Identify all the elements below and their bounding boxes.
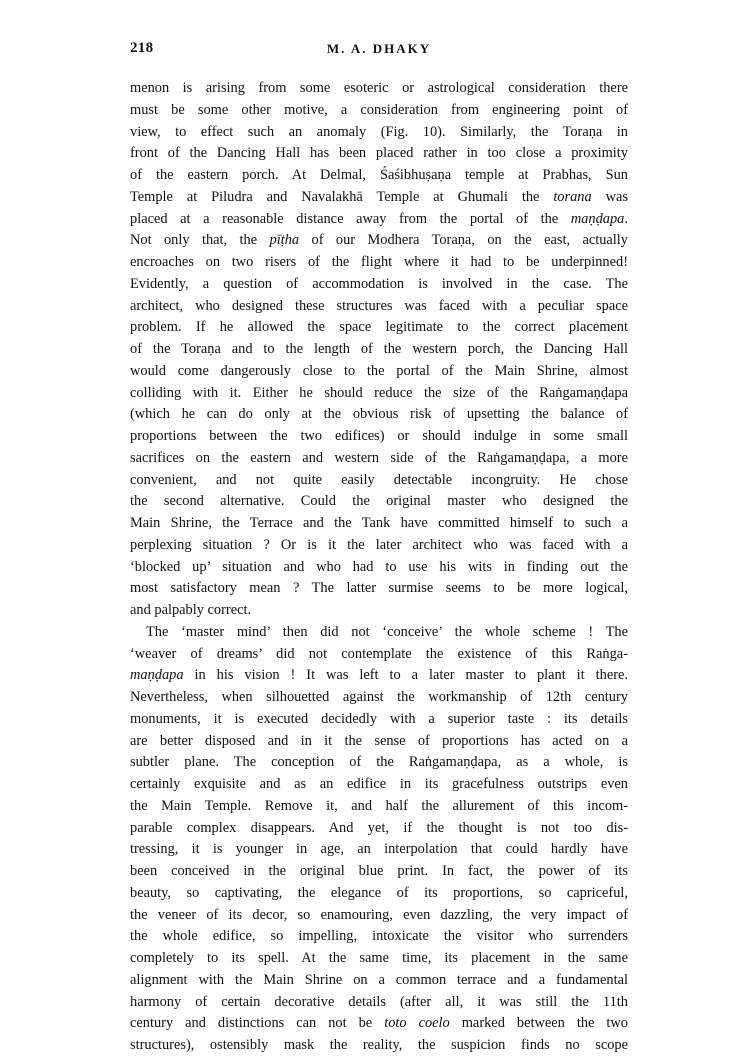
text-line: perplexing situation ? Or is it the later architect who was faced with a (130, 536, 628, 553)
text-line: structures), ostensibly mask the reality, the suspicion finds no scope (130, 1037, 628, 1053)
text-line: completely to its spell. At the same time, its placement in the same (130, 950, 628, 966)
text-line: architect, who designed these structures was faced with a peculiar space (130, 297, 628, 314)
text-line: the Main Temple. Remove it, and half the allurement of this incom- (130, 797, 628, 814)
text-line: harmony of certain decorative details (after all, it was still the 11th (130, 993, 628, 1010)
text-line: view, to effect such an anomaly (Fig. 10). Similarly, the Toraṇa in (130, 123, 628, 140)
text-line: encroaches on two risers of the flight where it had to be underpinned! (130, 254, 628, 270)
text-line: convenient, and not quite easily detectable incongruity. He chose (130, 471, 628, 488)
text-line: Nevertheless, when silhouetted against the workmanship of 12th century (130, 689, 628, 705)
text-line: menon is arising from some esoteric or astrological consideration there (130, 80, 628, 96)
text-line: of the Toraṇa and to the length of the western porch, the Dancing Hall (130, 341, 628, 357)
text-line: proportions between the two edifices) or should indulge in some small (130, 428, 628, 444)
text-line: sacrifices on the eastern and western side of the Raṅgamaṇḍapa, a more (130, 449, 628, 466)
text-line: of the eastern porch. At Delmal, Śaśibhuṣaṇa temple at Prabhas, Sun (130, 167, 628, 183)
running-head (130, 40, 628, 60)
text-line: monuments, it is executed decidedly with a superior taste : its details (130, 710, 628, 727)
text-line: parable complex disappears. And yet, if the thought is not too dis- (130, 819, 628, 836)
text-line: would come dangerously close to the portal of the Main Shrine, almost (130, 362, 628, 379)
text-line: the whole edifice, so impelling, intoxicate the visitor who surrenders (130, 928, 628, 945)
text-line: the second alternative. Could the original master who designed the (130, 493, 628, 510)
text-line: (which he can do only at the obvious risk of upsetting the balance of (130, 406, 628, 423)
text-line: most satisfactory mean ? The latter surmise seems to be more logical, (130, 580, 628, 597)
text-line: The ‘master mind’ then did not ‘conceive’ the whole scheme ! The (146, 623, 628, 640)
running-head-author: M. A. DHAKY (326, 41, 432, 56)
text-line: and palpably correct. (130, 602, 252, 618)
text-line: certainly exquisite and as an edifice in its gracefulness outstrips even (130, 776, 628, 792)
text-line: front of the Dancing Hall has been placed rather in too close a proximity (130, 145, 628, 162)
text-line: been conceived in the original blue print. In fact, the power of its (130, 863, 628, 879)
text-line: beauty, so captivating, the elegance of its proportions, so capriceful, (130, 884, 628, 901)
text-line: Not only that, the pīṭha of our Modhera Toraṇa, on the east, actually (130, 232, 628, 249)
text-line: century and distinctions can not be toto coelo marked between the two (130, 1015, 628, 1032)
text-line: Temple at Piludra and Navalakhā Temple at Ghumali the torana was (130, 188, 628, 205)
text-line: Main Shrine, the Terrace and the Tank have committed himself to such a (130, 515, 628, 531)
page-number: 218 (130, 40, 154, 56)
text-line: are better disposed and in it the sense of proportions has acted on a (130, 732, 628, 749)
text-line: tressing, it is younger in age, an interpolation that could hardly have (130, 841, 628, 858)
text-line: maṇḍapa in his vision ! It was left to a later master to plant it there. (130, 667, 628, 684)
text-line: subtler plane. The conception of the Raṅgamaṇḍapa, as a whole, is (130, 754, 628, 771)
text-line: alignment with the Main Shrine on a common terrace and a fundamental (130, 971, 628, 988)
text-line: must be some other motive, a consideration from engineering point of (130, 101, 628, 118)
text-line: ‘weaver of dreams’ did not contemplate the existence of this Raṅga- (130, 645, 628, 662)
text-line: problem. If he allowed the space legitimate to the correct placement (130, 319, 628, 336)
text-line: placed at a reasonable distance away from the portal of the maṇḍapa. (130, 210, 628, 227)
body-text (130, 78, 628, 1057)
text-line: the veneer of its decor, so enamouring, even dazzling, the very impact of (130, 906, 628, 923)
text-line: Evidently, a question of accommodation is involved in the case. The (130, 275, 628, 292)
text-line: ‘blocked up’ situation and who had to use his wits in finding out the (130, 558, 628, 575)
text-line: colliding with it. Either he should reduce the size of the Raṅgamaṇḍapa (130, 384, 628, 401)
